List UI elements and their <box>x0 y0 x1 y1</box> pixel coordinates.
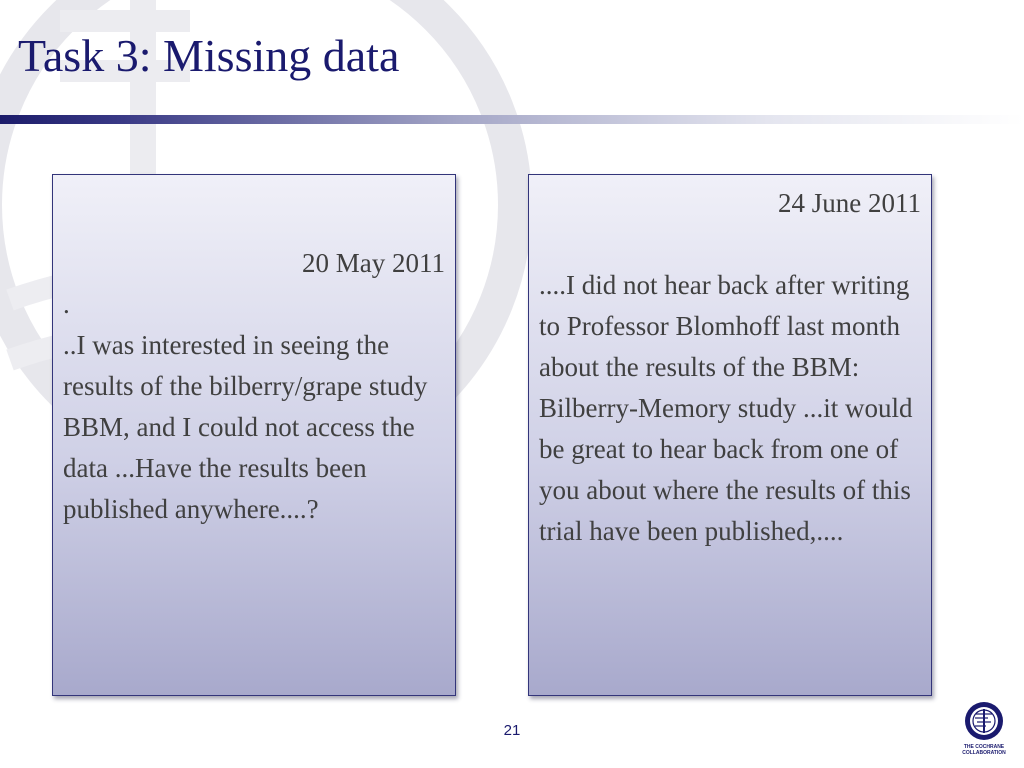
right-email-card <box>528 174 932 696</box>
right-card-date: 24 June 2011 <box>778 188 921 218</box>
left-card-date: 20 May 2011 <box>302 248 445 278</box>
left-card-body: ..I was interested in seeing the results of the bilberry/grape study BBM, and I could not access the data ...Have the results been published anywhere....? <box>63 330 428 524</box>
right-card-body: ....I did not hear back after writing to Professor Blomhoff last month about the results of the BBM: Bilberry-Memory study ...it would be great to hear back from one of you about where the results of this trial have been published,.... <box>539 270 913 546</box>
right-card-spacer <box>539 224 921 265</box>
logo-text <box>954 744 1014 756</box>
title-divider <box>0 115 1024 124</box>
page-number: 21 <box>503 722 521 739</box>
slide-title: Task 3: Missing data <box>18 30 400 81</box>
logo-text-line1: THE COCHRANE <box>963 744 1005 750</box>
left-email-card <box>52 174 456 696</box>
left-card-dot: . <box>63 289 70 319</box>
logo-text-line2: COLLABORATION <box>962 750 1006 756</box>
